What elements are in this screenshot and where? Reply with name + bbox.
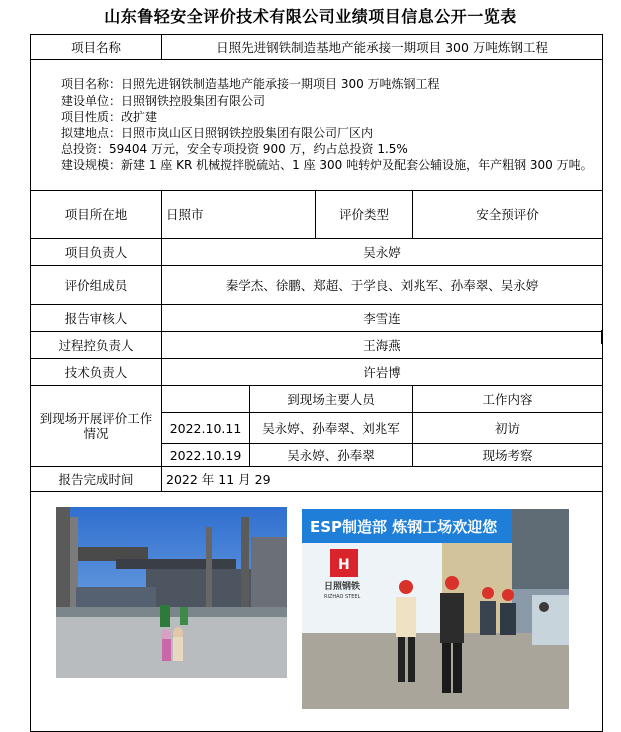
process-control-value: 王海燕 xyxy=(162,332,603,359)
project-name-label: 项目名称 xyxy=(31,35,162,60)
site-row-people: 吴永婷、孙奉翠 xyxy=(250,444,413,467)
project-description xyxy=(31,60,603,191)
desc-line-nature: 项目性质：改扩建 xyxy=(61,109,158,124)
site-photo-entrance xyxy=(302,509,569,709)
desc-line-investment: 总投资：59404 万元，安全专项投资 900 万，约占总投资 1.5% xyxy=(61,142,408,157)
desc-line-name: 项目名称：日照先进钢铁制造基地产能承接一期项目 300 万吨炼钢工程 xyxy=(61,77,440,92)
page-title: 山东鲁轻安全评价技术有限公司业绩项目信息公开一览表 xyxy=(104,7,517,26)
table-edge-mark xyxy=(601,330,603,344)
leader-label: 项目负责人 xyxy=(31,239,162,266)
reviewer-value: 李雪连 xyxy=(162,305,603,332)
members-label: 评价组成员 xyxy=(31,266,162,305)
location-label: 项目所在地 xyxy=(31,191,162,239)
desc-line-owner: 建设单位：日照钢铁控股集团有限公司 xyxy=(61,93,266,108)
desc-line-site: 拟建地点：日照市岚山区日照钢铁控股集团有限公司厂区内 xyxy=(61,126,374,140)
site-header-work: 工作内容 xyxy=(413,386,603,413)
site-header-date xyxy=(162,386,250,413)
logo-subtext: RIZHAO STEEL xyxy=(324,594,361,600)
eval-type-value: 安全预评价 xyxy=(413,191,603,239)
sign-text: ESP制造部 炼钢工场欢迎您 xyxy=(310,518,498,536)
logo-text: 日照钢铁 xyxy=(324,582,361,592)
process-control-label: 过程控负责人 xyxy=(31,332,162,359)
site-visit-label: 到现场开展评价工作情况 xyxy=(31,386,162,467)
members-value: 秦学杰、徐鹏、郑超、于学良、刘兆军、孙奉翠、吴永婷 xyxy=(162,266,603,305)
desc-line-scale: 建设规模：新建 1 座 KR 机械搅拌脱硫站、1 座 300 吨转炉及配套公辅设施，年产粗钢 300 万吨。 xyxy=(61,158,593,173)
tech-lead-label: 技术负责人 xyxy=(31,359,162,386)
site-row-date: 2022.10.19 xyxy=(162,444,250,467)
location-value: 日照市 xyxy=(162,191,316,239)
site-row-date: 2022.10.11 xyxy=(162,413,250,444)
finish-date-label: 报告完成时间 xyxy=(31,467,162,492)
site-row-work: 现场考察 xyxy=(413,444,603,467)
site-header-people: 到现场主要人员 xyxy=(250,386,413,413)
project-name-value: 日照先进钢铁制造基地产能承接一期项目 300 万吨炼钢工程 xyxy=(162,35,603,60)
site-row-people: 吴永婷、孙奉翠、刘兆军 xyxy=(250,413,413,444)
tech-lead-value: 许岩博 xyxy=(162,359,603,386)
finish-date-value: 2022 年 11 月 29 xyxy=(162,467,603,492)
logo-h-icon: H xyxy=(338,557,350,573)
reviewer-label: 报告审核人 xyxy=(31,305,162,332)
site-photo-plant xyxy=(56,507,287,678)
leader-value: 吴永婷 xyxy=(162,239,603,266)
site-row-work: 初访 xyxy=(413,413,603,444)
eval-type-label: 评价类型 xyxy=(316,191,413,239)
